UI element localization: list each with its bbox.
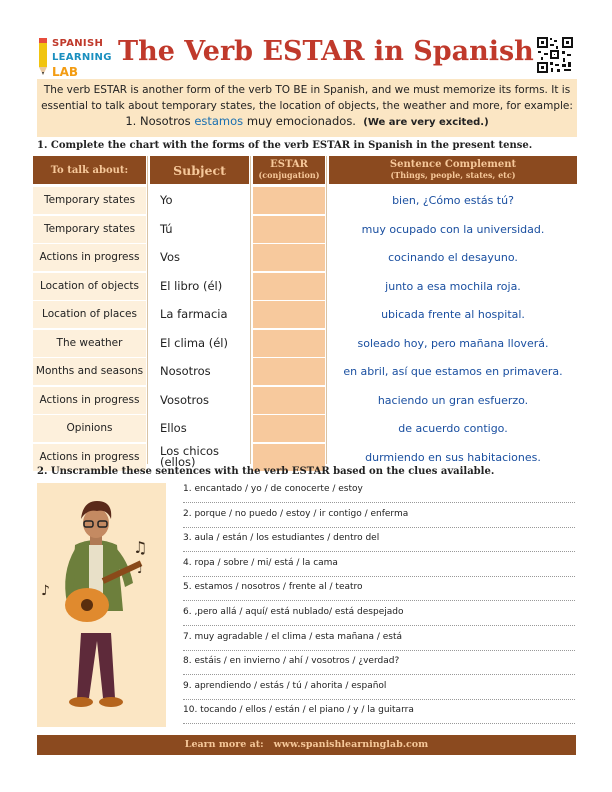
cell-use: Temporary states (33, 216, 146, 243)
example-number: 1. (125, 114, 137, 128)
answer-line[interactable] (183, 576, 575, 577)
cell-use: Actions in progress (33, 387, 146, 414)
cell-use: Actions in progress (33, 244, 146, 271)
cell-subject: Nosotros (150, 358, 249, 385)
cell-use: Location of places (33, 301, 146, 328)
answer-line[interactable] (183, 723, 575, 724)
header-use: To talk about: (33, 156, 146, 184)
logo (38, 36, 118, 80)
unscramble-item: 2. porque / no puedo / estoy / ir contigo / enferma (183, 508, 409, 519)
header-subject: Subject (150, 156, 249, 184)
cell-complement: junto a esa mochila roja. (329, 273, 577, 300)
cell-estar-blank[interactable] (253, 187, 325, 214)
logo-line-1: SPANISH (52, 38, 104, 49)
unscramble-item: 10. tocando / ellos / están / el piano / y / la guitarra (183, 705, 414, 716)
cell-use: Actions in progress (33, 444, 146, 471)
cell-estar-blank[interactable] (253, 273, 325, 300)
example-translation: (We are very excited.) (363, 117, 489, 128)
unscramble-item: 1. encantado / yo / de conocerte / estoy (183, 484, 363, 494)
header-estar: ESTAR (conjugation) (253, 156, 325, 184)
footer-bar (37, 735, 576, 755)
footer-label: Learn more at: (184, 739, 264, 750)
intro-box (37, 79, 577, 137)
answer-line[interactable] (183, 674, 575, 675)
intro-example (37, 114, 577, 128)
answer-line[interactable] (183, 699, 575, 700)
unscramble-item: 8. estáis / en invierno / ahí / vosotros / ¿verdad? (183, 656, 400, 667)
cell-complement: durmiendo en sus habitaciones. (329, 444, 577, 471)
page-title: The Verb ESTAR in Spanish (118, 36, 534, 67)
cell-estar-blank[interactable] (253, 415, 325, 442)
unscramble-item: 5. estamos / nosotros / frente al / teatro (183, 582, 363, 593)
answer-line[interactable] (183, 502, 575, 503)
header-complement: Sentence Complement (Things, people, states, etc) (329, 156, 577, 184)
cell-use: Months and seasons (33, 358, 146, 385)
table-row (33, 273, 577, 300)
cell-complement: cocinando el desayuno. (329, 244, 577, 271)
cell-use: Opinions (33, 415, 146, 442)
answer-line[interactable] (183, 527, 575, 528)
cell-use: The weather (33, 330, 146, 357)
cell-estar-blank[interactable] (253, 358, 325, 385)
logo-line-2: LEARNING (52, 52, 112, 63)
table-row (33, 244, 577, 271)
footer-url[interactable]: www.spanishlearninglab.com (273, 739, 429, 750)
qr-code-icon[interactable] (536, 36, 574, 74)
table-row (33, 358, 577, 385)
cell-estar-blank[interactable] (253, 387, 325, 414)
table-row (33, 187, 577, 214)
guitar-player-icon (37, 483, 166, 727)
intro-text: The verb ESTAR is another form of the verb TO BE in Spanish, and we must memorize its forms. It is essential to talk about temporary states, the location of objects, the weather and more, for example: (41, 84, 573, 112)
cell-subject: Vos (150, 244, 249, 271)
answer-line[interactable] (183, 625, 575, 626)
cell-estar-blank[interactable] (253, 330, 325, 357)
unscramble-item: 4. ropa / sobre / mi/ está / la cama (183, 557, 338, 568)
cell-complement: soleado hoy, pero mañana lloverá. (329, 330, 577, 357)
cell-complement: ubicada frente al hospital. (329, 301, 577, 328)
table-row (33, 415, 577, 442)
svg-text:♩: ♩ (137, 562, 143, 576)
cell-estar-blank[interactable] (253, 244, 325, 271)
table-row (33, 330, 577, 357)
cell-subject: La farmacia (150, 301, 249, 328)
unscramble-item: 6. ,pero allá / aquí/ está nublado/ está despejado (183, 607, 404, 617)
cell-estar-blank[interactable] (253, 216, 325, 243)
example-verb: estamos (194, 114, 244, 128)
cell-subject: Tú (150, 216, 249, 243)
answer-line[interactable] (183, 551, 575, 552)
cell-subject: El clima (él) (150, 330, 249, 357)
answer-line[interactable] (183, 600, 575, 601)
logo-line-3: LAB (52, 65, 79, 79)
table-row (33, 216, 577, 243)
cell-subject: Los chicos (ellos) (150, 444, 249, 471)
cell-complement: en abril, así que estamos en primavera. (329, 358, 577, 385)
cell-complement: bien, ¿Cómo estás tú? (329, 187, 577, 214)
unscramble-item: 3. aula / están / los estudiantes / dentro del (183, 533, 380, 544)
cell-complement: muy ocupado con la universidad. (329, 216, 577, 243)
cell-use: Temporary states (33, 187, 146, 214)
svg-text:♪: ♪ (41, 583, 50, 599)
cell-estar-blank[interactable] (253, 301, 325, 328)
example-post: muy emocionados. (246, 114, 356, 128)
cell-subject: El libro (él) (150, 273, 249, 300)
cell-complement: de acuerdo contigo. (329, 415, 577, 442)
cell-complement: haciendo un gran esfuerzo. (329, 387, 577, 414)
unscramble-item: 9. aprendiendo / estás / tú / ahorita / español (183, 680, 387, 691)
answer-line[interactable] (183, 650, 575, 651)
example-pre: Nosotros (139, 114, 191, 128)
cell-subject: Vosotros (150, 387, 249, 414)
table-row (33, 387, 577, 414)
guitarist-illustration (37, 483, 166, 727)
svg-text:♫: ♫ (133, 538, 148, 557)
unscramble-item: 7. muy agradable / el clima / esta mañana / está (183, 631, 403, 642)
cell-use: Location of objects (33, 273, 146, 300)
table-row (33, 301, 577, 328)
cell-subject: Yo (150, 187, 249, 214)
section2-title: 2. Unscramble these sentences with the verb ESTAR based on the clues available. (37, 466, 495, 477)
cell-subject: Ellos (150, 415, 249, 442)
pencil-icon (38, 38, 48, 76)
section1-title: 1. Complete the chart with the forms of the verb ESTAR in Spanish in the present tense. (37, 140, 533, 151)
